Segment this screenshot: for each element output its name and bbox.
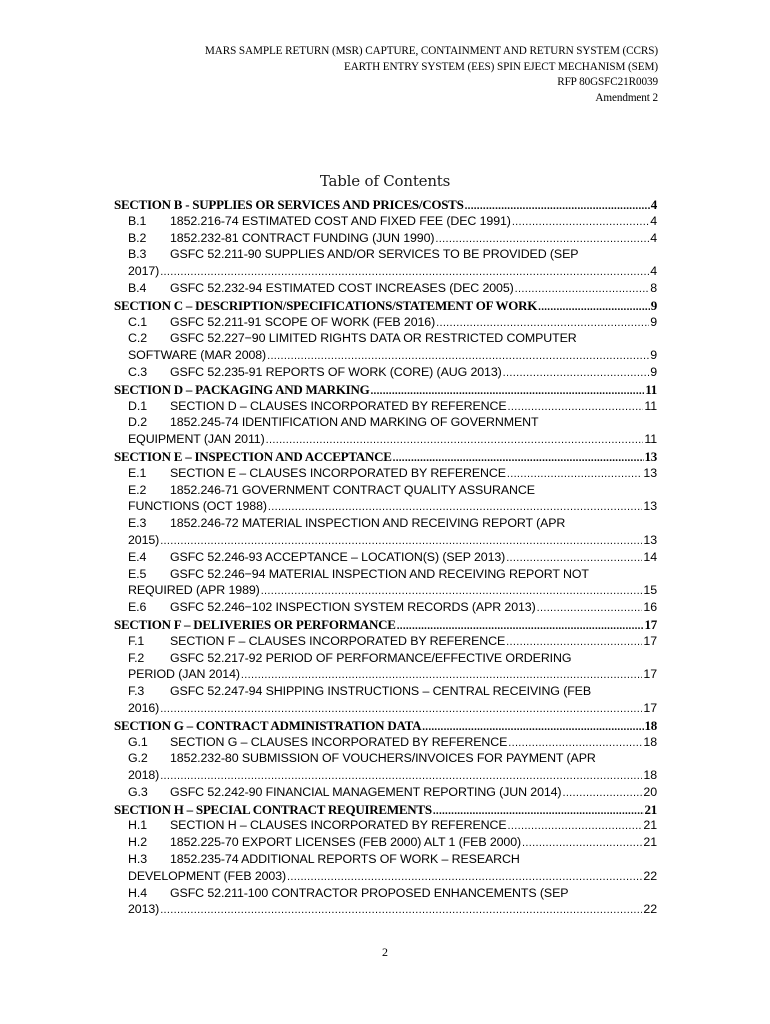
toc-entry-title: 1852.225-70 EXPORT LICENSES (FEB 2000) ALT 1 (FEB 2000) [170, 835, 522, 850]
toc-section-title: SECTION E – INSPECTION AND ACCEPTANCE [114, 448, 392, 464]
dot-leader [267, 350, 649, 362]
toc-entry-title: 1852.246-71 GOVERNMENT CONTRACT QUALITY ASSURANCE [170, 482, 535, 497]
toc-entry-code: C.1 [128, 314, 147, 329]
toc-page-number: 13 [644, 448, 657, 464]
toc-entry-code: F.1 [128, 633, 145, 648]
toc-page-number: 8 [650, 280, 657, 295]
toc-entry-link[interactable] [114, 466, 657, 483]
toc-entry-link[interactable] [114, 735, 657, 752]
toc-entry-code: E.4 [128, 549, 147, 564]
toc-page-number: 22 [643, 868, 657, 883]
dot-leader [508, 401, 644, 413]
toc-entry-link[interactable] [114, 483, 657, 500]
toc-page-number: 20 [643, 784, 657, 799]
dot-leader [433, 805, 644, 817]
toc-entry-title: 1852.246-72 MATERIAL INSPECTION AND RECEIVING REPORT (APR [170, 516, 566, 531]
toc-entry-title: GSFC 52.246−102 INSPECTION SYSTEM RECORDS (APR 2013) [170, 600, 536, 615]
toc-page-number: 13 [643, 532, 657, 547]
page-header [205, 44, 658, 106]
toc-entry-link[interactable] [114, 651, 657, 668]
toc-entry-continuation[interactable] [114, 432, 657, 449]
dot-leader [512, 216, 649, 228]
toc-entry-title-continued: 2013) [128, 902, 160, 917]
toc-entry-code: H.1 [128, 818, 147, 833]
toc-entry-title-continued: FUNCTIONS (OCT 1988) [128, 499, 267, 514]
toc-entry-code: G.1 [128, 734, 148, 749]
toc-entry-continuation[interactable] [114, 869, 657, 886]
toc-entry-title: 1852.216-74 ESTIMATED COST AND FIXED FEE (DEC 1991) [170, 213, 511, 228]
toc-entry-code: H.3 [128, 852, 147, 867]
toc-page-number: 4 [650, 264, 657, 279]
toc-entry-code: E.1 [128, 465, 147, 480]
toc-entry-continuation[interactable] [114, 348, 657, 365]
toc-page-number: 21 [644, 801, 657, 817]
toc-entry-code: E.2 [128, 482, 147, 497]
toc-page-number: 9 [650, 348, 657, 363]
page-number: 2 [382, 945, 388, 959]
toc-section-link[interactable] [114, 197, 657, 214]
dot-leader [241, 669, 642, 681]
toc-entry-title-continued: 2016) [128, 700, 160, 715]
toc-entry-link[interactable] [114, 634, 657, 651]
dot-leader [562, 787, 642, 799]
toc-page-number: 18 [643, 768, 657, 783]
toc-entry-continuation[interactable] [114, 902, 657, 919]
toc-entry-continuation[interactable] [114, 701, 657, 718]
toc-entry-link[interactable] [114, 550, 657, 567]
toc-entry-link[interactable] [114, 415, 657, 432]
toc-entry-title: GSFC 52.235-91 REPORTS OF WORK (CORE) (AUG 2013) [170, 364, 502, 379]
toc-entry-code: B.3 [128, 247, 147, 262]
toc-page-number: 11 [645, 381, 657, 397]
dot-leader [508, 737, 642, 749]
toc-page-number: 17 [643, 633, 657, 648]
toc-entry-code: E.3 [128, 516, 147, 531]
toc-entry-title-continued: EQUIPMENT (JAN 2011) [128, 432, 265, 447]
toc-entry-code: E.5 [128, 566, 147, 581]
toc-entry-title-continued: DEVELOPMENT (FEB 2003) [128, 868, 287, 883]
toc-entry-code: F.2 [128, 650, 145, 665]
toc-entry-title-continued: SOFTWARE (MAR 2008) [128, 348, 267, 363]
toc-page-number: 14 [643, 549, 657, 564]
dot-leader [397, 620, 644, 632]
table-of-contents [114, 197, 657, 919]
toc-entry-link[interactable] [114, 516, 657, 533]
toc-entry-title: 1852.235-74 ADDITIONAL REPORTS OF WORK – RESEARCH [170, 852, 520, 867]
toc-page-number: 21 [643, 818, 657, 833]
toc-entry-title: SECTION D – CLAUSES INCORPORATED BY REFERENCE [170, 398, 507, 413]
toc-entry-code: C.2 [128, 331, 147, 346]
toc-entry-title: GSFC 52.246−94 MATERIAL INSPECTION AND RECEIVING REPORT NOT [170, 566, 589, 581]
toc-section-title: SECTION B - SUPPLIES OR SERVICES AND PRICES/COSTS [114, 197, 464, 212]
toc-entry-link[interactable] [114, 315, 657, 332]
toc-page-number: 11 [644, 398, 657, 413]
toc-entry-continuation[interactable] [114, 499, 657, 516]
toc-section-link[interactable] [114, 298, 657, 315]
toc-entry-title-continued: PERIOD (JAN 2014) [128, 667, 240, 682]
toc-entry-title: 1852.232-81 CONTRACT FUNDING (JUN 1990) [170, 230, 435, 245]
toc-entry-link[interactable] [114, 214, 657, 231]
toc-entry-code: D.2 [128, 415, 147, 430]
toc-entry-title: GSFC 52.211-91 SCOPE OF WORK (FEB 2016) [170, 314, 436, 329]
toc-entry-title: GSFC 52.246-93 ACCEPTANCE – LOCATION(S) (SEP 2013) [170, 549, 506, 564]
toc-entry-code: C.3 [128, 364, 147, 379]
dot-leader [268, 501, 642, 513]
dot-leader [507, 468, 643, 480]
toc-entry-continuation[interactable] [114, 533, 657, 550]
header-line: MARS SAMPLE RETURN (MSR) CAPTURE, CONTAINMENT AND RETURN SYSTEM (CCRS) [204, 45, 658, 57]
toc-entry-link[interactable] [114, 567, 657, 584]
dot-leader [160, 770, 642, 782]
toc-entry-title: GSFC 52.232-94 ESTIMATED COST INCREASES (DEC 2005) [170, 280, 514, 295]
header-line: RFP 80GSFC21R0039 [557, 76, 658, 88]
toc-section-title: SECTION H – SPECIAL CONTRACT REQUIREMENTS [114, 801, 432, 817]
toc-entry-title-continued: REQUIRED (APR 1989) [128, 583, 260, 598]
dot-leader [160, 703, 642, 715]
toc-entry-title: GSFC 52.242-90 FINANCIAL MANAGEMENT REPORTING (JUN 2014) [170, 784, 562, 799]
toc-page-number: 4 [650, 213, 657, 228]
toc-section-title: SECTION F – DELIVERIES OR PERFORMANCE [114, 616, 396, 632]
dot-leader [515, 283, 650, 295]
toc-section-link[interactable] [114, 449, 657, 466]
dot-leader [160, 904, 642, 916]
toc-entry-title-continued: 2018) [128, 768, 160, 783]
toc-entry-title: SECTION E – CLAUSES INCORPORATED BY REFERENCE [170, 465, 506, 480]
toc-title: Table of Contents [319, 172, 451, 190]
toc-section-link[interactable] [114, 617, 657, 634]
toc-section-title: SECTION C – DESCRIPTION/SPECIFICATIONS/STATEMENT OF WORK [114, 297, 538, 313]
toc-page-number: 18 [644, 717, 657, 733]
toc-entry-link[interactable] [114, 835, 657, 852]
dot-leader [503, 367, 650, 379]
dot-leader [435, 233, 649, 245]
toc-page-number: 17 [644, 616, 657, 632]
toc-entry-continuation[interactable] [114, 667, 657, 684]
toc-section-link[interactable] [114, 718, 657, 735]
toc-entry-code: G.3 [128, 784, 148, 799]
toc-page-number: 9 [650, 364, 657, 379]
dot-leader [422, 721, 643, 733]
toc-entry-link[interactable] [114, 684, 657, 701]
dot-leader [436, 317, 649, 329]
toc-entry-link[interactable] [114, 365, 657, 382]
toc-page-number: 15 [643, 583, 657, 598]
dot-leader [160, 535, 642, 547]
toc-entry-title: GSFC 52.247-94 SHIPPING INSTRUCTIONS – CENTRAL RECEIVING (FEB [170, 684, 592, 699]
toc-entry-code: F.3 [128, 684, 145, 699]
toc-page-number: 4 [650, 230, 657, 245]
toc-entry-link[interactable] [114, 751, 657, 768]
toc-entry-link[interactable] [114, 331, 657, 348]
toc-section-title: SECTION G – CONTRACT ADMINISTRATION DATA [114, 717, 422, 733]
toc-entry-code: H.4 [128, 885, 147, 900]
toc-entry-title: SECTION F – CLAUSES INCORPORATED BY REFERENCE [170, 633, 506, 648]
toc-entry-code: G.2 [128, 751, 148, 766]
dot-leader [160, 266, 649, 278]
toc-entry-code: B.1 [128, 213, 147, 228]
toc-entry-link[interactable] [114, 281, 657, 298]
dot-leader [506, 636, 642, 648]
dot-leader [537, 602, 643, 614]
header-line: EARTH ENTRY SYSTEM (EES) SPIN EJECT MECHANISM (SEM) [343, 60, 658, 73]
dot-leader [266, 434, 644, 446]
toc-entry-link[interactable] [114, 231, 657, 248]
dot-leader [287, 871, 642, 883]
dot-leader [393, 452, 644, 464]
toc-entry-link[interactable] [114, 399, 657, 416]
toc-entry-link[interactable] [114, 600, 657, 617]
toc-entry-continuation[interactable] [114, 768, 657, 785]
toc-page-number: 17 [643, 700, 657, 715]
toc-entry-title: SECTION H – CLAUSES INCORPORATED BY REFERENCE [170, 818, 507, 833]
toc-page-number: 4 [650, 197, 657, 212]
toc-entry-code: E.6 [128, 600, 147, 615]
toc-entry-title-continued: 2015) [128, 532, 160, 547]
toc-entry-code: B.2 [128, 230, 147, 245]
toc-entry-title: SECTION G – CLAUSES INCORPORATED BY REFERENCE [170, 734, 508, 749]
dot-leader [371, 385, 645, 397]
toc-entry-title: GSFC 52.211-100 CONTRACTOR PROPOSED ENHANCEMENTS (SEP [170, 885, 569, 900]
toc-page-number: 22 [643, 902, 657, 917]
toc-entry-title: 1852.245-74 IDENTIFICATION AND MARKING OF GOVERNMENT [170, 415, 539, 430]
dot-leader [508, 820, 643, 832]
toc-page-number: 9 [650, 297, 657, 313]
toc-section-link[interactable] [114, 382, 657, 399]
dot-leader [465, 200, 650, 212]
toc-entry-title-continued: 2017) [128, 264, 160, 279]
toc-entry-code: H.2 [128, 835, 147, 850]
toc-page-number: 17 [643, 667, 657, 682]
toc-entry-title: 1852.232-80 SUBMISSION OF VOUCHERS/INVOICES FOR PAYMENT (APR [170, 751, 596, 766]
toc-page-number: 11 [644, 432, 657, 447]
toc-entry-link[interactable] [114, 247, 657, 264]
toc-entry-link[interactable] [114, 785, 657, 802]
toc-section-title: SECTION D – PACKAGING AND MARKING [114, 381, 370, 397]
dot-leader [261, 585, 643, 597]
toc-entry-link[interactable] [114, 852, 657, 869]
toc-entry-title: GSFC 52.217-92 PERIOD OF PERFORMANCE/EFFECTIVE ORDERING [170, 650, 572, 665]
dot-leader [538, 301, 650, 313]
toc-page-number: 18 [643, 734, 657, 749]
toc-entry-link[interactable] [114, 818, 657, 835]
toc-section-link[interactable] [114, 802, 657, 819]
toc-entry-link[interactable] [114, 886, 657, 903]
dot-leader [522, 837, 642, 849]
toc-entry-code: B.4 [128, 280, 147, 295]
toc-page-number: 13 [643, 465, 657, 480]
toc-page-number: 21 [643, 835, 657, 850]
toc-entry-continuation[interactable] [114, 264, 657, 281]
header-line: Amendment 2 [595, 91, 658, 104]
dot-leader [506, 552, 642, 564]
toc-entry-title: GSFC 52.227−90 LIMITED RIGHTS DATA OR RESTRICTED COMPUTER [170, 331, 577, 346]
toc-entry-code: D.1 [128, 398, 147, 413]
toc-entry-title: GSFC 52.211-90 SUPPLIES AND/OR SERVICES TO BE PROVIDED (SEP [170, 247, 579, 262]
toc-page-number: 16 [643, 600, 657, 615]
toc-page-number: 9 [650, 314, 657, 329]
toc-page-number: 13 [643, 499, 657, 514]
toc-entry-continuation[interactable] [114, 583, 657, 600]
